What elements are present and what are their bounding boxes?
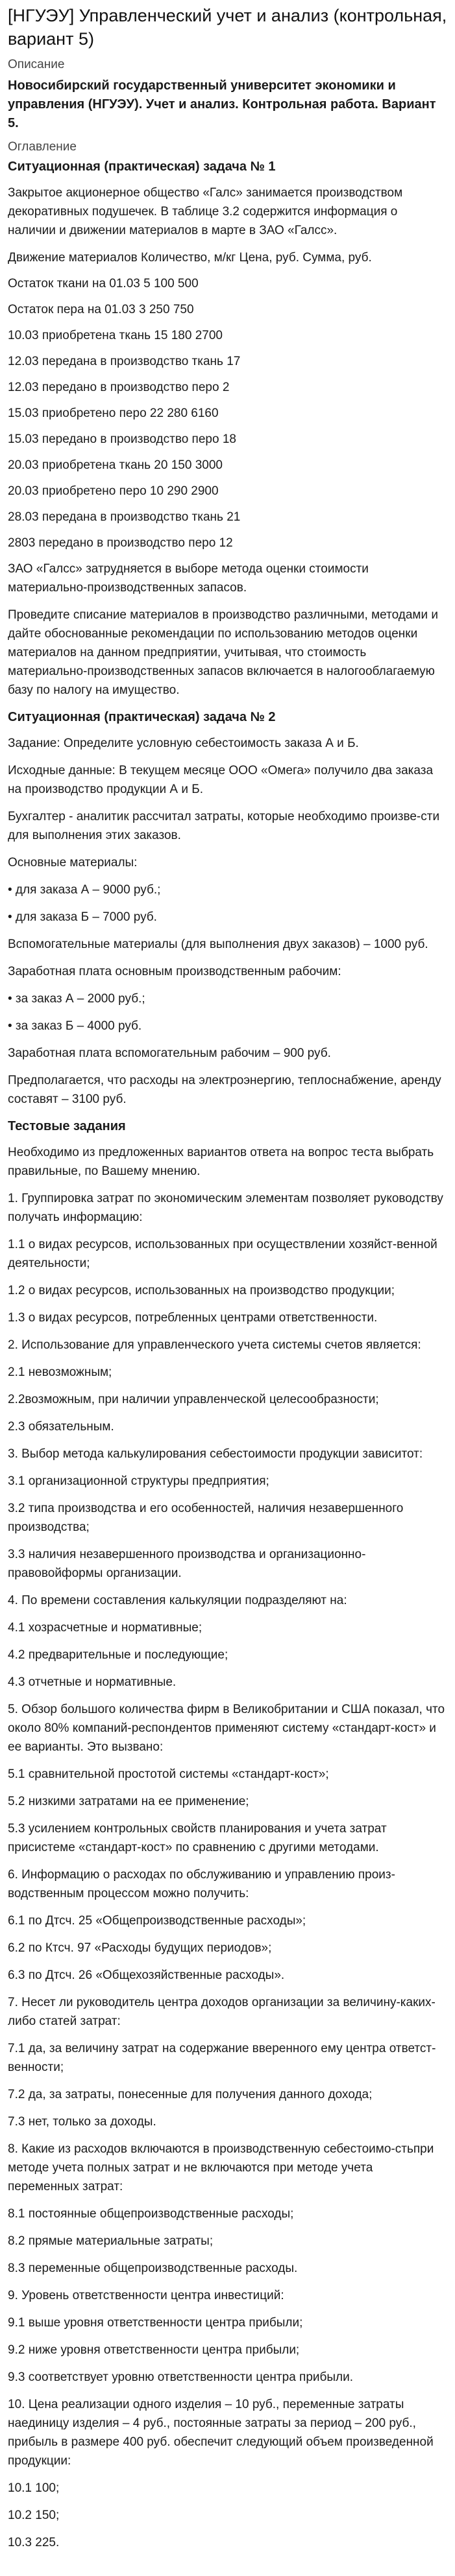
test-line: 8.2 прямые материальные затраты; [8, 2234, 214, 2248]
task1-row: 12.03 передана в производство ткань 17 [8, 355, 241, 368]
test-line: 7.2 да, за затраты, понесенные для получения данного дохода; [8, 2088, 373, 2101]
task2-wage-a: • за заказ А – 2000 руб.; [8, 992, 145, 1006]
task2-wage-b: • за заказ Б – 4000 руб. [8, 1019, 142, 1033]
task1-intro: Закрытое акционерное общество «Галс» занимается производством декоративных подушечек. В таблице 3.2 содержится информация о наличии и движении материалов в марте в ЗАО «Галсс». [8, 186, 403, 237]
task2-materials-label: Основные материалы: [8, 856, 138, 869]
task1-row: 20.03 приобретена ткань 20 150 3000 [8, 458, 223, 472]
task2-wages-label: Заработная плата основным производственным рабочим: [8, 965, 341, 978]
test-line: 10.1 100; [8, 2481, 60, 2495]
test-line: 3.3 наличия незавершенного производства и организационно-правовойформы организации. [8, 1548, 366, 1580]
test-line: 6. Информацию о расходах по обслуживанию и управлению произ-водственным процессом можно получить: [8, 1868, 395, 1900]
description-title: Новосибирский государственный университет экономики и управления (НГУЭУ). Учет и анализ. Контрольная работа. Вариант 5. [8, 78, 436, 130]
test-line: 2.2возможным, при наличии управленческой целесообразности; [8, 1393, 379, 1406]
test-line: 2. Использование для управленческого учета системы счетов является: [8, 1338, 421, 1352]
test-line: 2.1 невозможным; [8, 1365, 112, 1379]
task1-para: Проведите списание материалов в производство различными, методами и дайте обоснованные рекомендации по использованию методов оценки материалов на данном предприятии, учитывая, что стоимость материально-производственных запасов включается в налогооблагаемую базу по налогу на имущество. [8, 608, 438, 697]
test-line: 5.2 низкими затратами на ее применение; [8, 1795, 249, 1808]
task1-row: 15.03 приобретено перо 22 280 6160 [8, 407, 219, 420]
test-line: 3.1 организационной структуры предприятия; [8, 1474, 269, 1488]
test-line: 5.1 сравнительной простотой системы «стандарт-кост»; [8, 1767, 329, 1781]
test-line: 9. Уровень ответственности центра инвестиций: [8, 2289, 284, 2302]
test-line: 7. Несет ли руководитель центра доходов организации за величину-каких-либо статей затрат: [8, 1996, 436, 2028]
tests-heading: Тестовые задания [8, 1119, 126, 1133]
task2-assumption: Предполагается, что расходы на электроэнергию, теплоснабжение, аренду составят – 3100 руб. [8, 1074, 441, 1106]
task1-row: 2803 передано в производство перо 12 [8, 536, 233, 550]
task2-input: Исходные данные: В текущем месяце ООО «Омега» получило два заказа на производство продукции А и Б. [8, 764, 434, 796]
page-title: [НГУЭУ] Управленческий учет и анализ (контрольная, вариант 5) [8, 6, 447, 49]
test-line: 1. Группировка затрат по экономическим элементам позволяет руководству получать информацию: [8, 1192, 443, 1224]
test-line: 4.3 отчетные и нормативные. [8, 1675, 177, 1689]
task1-row: 12.03 передано в производство перо 2 [8, 381, 230, 394]
test-line: 1.3 о видах ресурсов, потребленных центрами ответственности. [8, 1311, 378, 1325]
test-line: 9.3 соответствует уровню ответственности центра прибыли. [8, 2370, 354, 2384]
task1-row: 20.03 приобретено перо 10 290 2900 [8, 484, 219, 498]
test-line: 7.1 да, за величину затрат на содержание вверенного ему центра ответст-венности; [8, 2042, 436, 2074]
task2-material-b: • для заказа Б – 7000 руб. [8, 910, 157, 924]
test-line: 5.3 усилением контрольных свойств планирования и учета затрат присистеме «стандарт-кост» по сравнению с другими методами. [8, 1822, 387, 1854]
test-line: 5. Обзор большого количества фирм в Великобритании и США показал, что около 80% компаний-респондентов применяют систему «стандарт-кост» и ее варианты. Это вызвано: [8, 1703, 445, 1754]
test-line: 4.2 предварительные и последующие; [8, 1648, 228, 1662]
task2-task: Задание: Определите условную себестоимость заказа А и Б. [8, 737, 359, 750]
test-line: 10. Цена реализации одного изделия – 10 руб., переменные затраты наединицу изделия – 4 руб., постоянные затраты за период – 200 руб., прибыль в размере 400 руб. обеспечит следующий объем произведенной продукции: [8, 2398, 434, 2468]
description-label: Описание [8, 58, 65, 71]
task2-accountant: Бухгалтер - аналитик рассчитал затраты, которые необходимо произве-сти для выполнения этих заказов. [8, 810, 440, 842]
test-line: 7.3 нет, только за доходы. [8, 2115, 156, 2129]
task1-para: ЗАО «Галсс» затрудняется в выборе метода оценки стоимости материально-производственных запасов. [8, 562, 369, 595]
test-line: 4. По времени составления калькуляции подразделяют на: [8, 1594, 347, 1607]
task2-aux-wage: Заработная плата вспомогательным рабочим – 900 руб. [8, 1046, 331, 1060]
test-line: 3.2 типа производства и его особенностей, наличия незавершенного производства; [8, 1502, 404, 1534]
test-line: 9.1 выше уровня ответственности центра прибыли; [8, 2316, 303, 2330]
task1-heading: Ситуационная (практическая) задача № 1 [8, 160, 276, 174]
test-line: 6.1 по Дтсч. 25 «Общепроизводственные расходы»; [8, 1914, 306, 1928]
test-line: 6.2 по Ктсч. 97 «Расходы будущих периодов»; [8, 1941, 272, 1955]
test-line: 2.3 обязательным. [8, 1420, 114, 1434]
task2-heading: Ситуационная (практическая) задача № 2 [8, 710, 276, 724]
test-line: 8.3 переменные общепроизводственные расходы. [8, 2262, 298, 2275]
task2-material-a: • для заказа А – 9000 руб.; [8, 883, 161, 897]
test-line: 10.3 225. [8, 2536, 60, 2549]
test-line: 4.1 хозрасчетные и нормативные; [8, 1621, 203, 1635]
task1-row: Остаток пера на 01.03 3 250 750 [8, 303, 194, 316]
test-line: Необходимо из предложенных вариантов ответа на вопрос теста выбрать правильные, по Вашему мнению. [8, 1146, 434, 1178]
test-line: 10.2 150; [8, 2509, 60, 2522]
test-line: 8.1 постоянные общепроизводственные расходы; [8, 2207, 294, 2221]
task1-row: 28.03 передана в производство ткань 21 [8, 510, 241, 524]
test-line: 6.3 по Дтсч. 26 «Общехозяйственные расходы». [8, 1968, 285, 1982]
test-line: 8. Какие из расходов включаются в производственную себестоимо-стьпри методе учета полных затрат и не включаются при методе учета переменных затрат: [8, 2142, 434, 2193]
task1-table-header: Движение материалов Количество, м/кг Цена, руб. Сумма, руб. [8, 251, 372, 265]
task1-row: Остаток ткани на 01.03 5 100 500 [8, 277, 199, 290]
toc-label: Оглавление [8, 140, 77, 154]
task1-row: 15.03 передано в производство перо 18 [8, 432, 236, 446]
tests-list [8, 1143, 447, 2552]
test-line: 1.1 о видах ресурсов, использованных при осуществлении хозяйст-венной деятельности; [8, 1238, 437, 1270]
test-line: 1.2 о видах ресурсов, использованных на производство продукции; [8, 1284, 395, 1297]
task1-row: 10.03 приобретена ткань 15 180 2700 [8, 329, 223, 342]
test-line: 3. Выбор метода калькулирования себестоимости продукции зависитот: [8, 1447, 423, 1461]
task2-aux-materials: Вспомогательные материалы (для выполнения двух заказов) – 1000 руб. [8, 938, 428, 951]
test-line: 9.2 ниже уровня ответственности центра прибыли; [8, 2343, 300, 2357]
